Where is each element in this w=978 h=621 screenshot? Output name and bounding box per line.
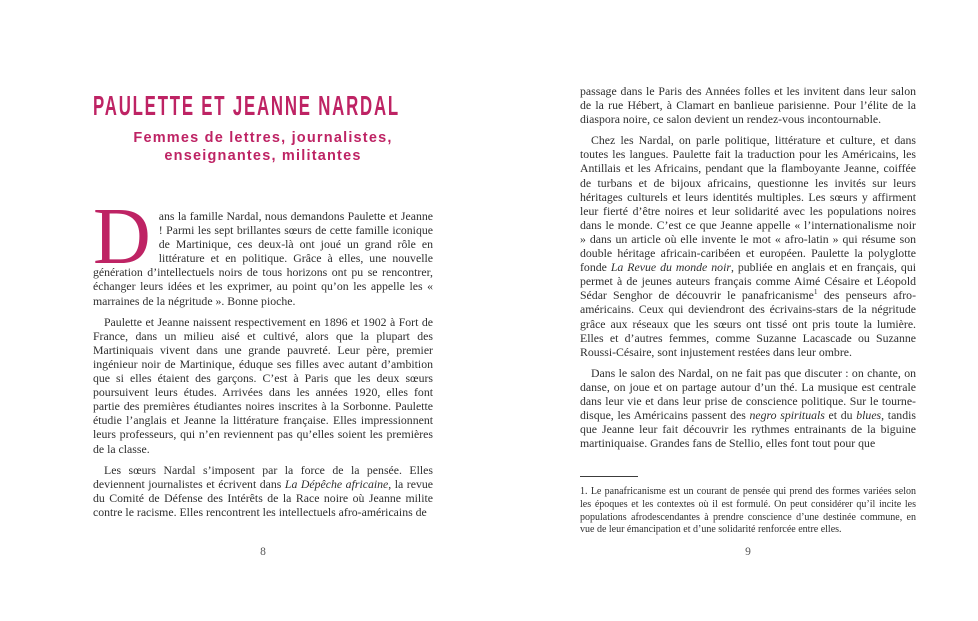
footnote-text: 1. Le panafricanisme est un courant de pensée qui prend des formes variées selon les époques et les contextes où il est formulé. On peut considérer qu’il incite les populations afrodescendantes à prendre conscience d’une destinée commune, en vue de leur émancipation et d’une solidarité renforcée entre elles. bbox=[580, 486, 916, 536]
body-paragraph: Dans le salon des Nardal, on ne fait pas que discuter : on chante, on danse, on joue et on partage autour d’un thé. La musique est centrale dans leur vie et dans leur prise de conscience politique. Sur le tourne-disque, les Américains passent des negro spirituals et du blues, tandis que Jeanne leur fait découvrir les rythmes entrainants de la biguine martiniquaise. Grandes fans de Stellio, elles font tout pour que bbox=[580, 365, 916, 451]
chapter-subtitle-line-2: enseignantes, militantes bbox=[164, 147, 362, 164]
right-page bbox=[580, 84, 916, 614]
left-body-text bbox=[93, 193, 433, 519]
body-paragraph: Paulette et Jeanne naissent respectivement en 1896 et 1902 à Fort de France, dans un milieu aisé et cultivé, alors que la plupart des Martiniquais vivent dans une grande pauvreté. Leur père, premier ingénieur noir de Martinique, éduque ses filles avec autant d’ambition que si elles étaient des garçons. C’est à Paris que les deux sœurs poursuivent leurs études. Arrivées dans les années 1920, elles font partie des premières étudiantes noires inscrites à la Sorbonne. Paulette étudie l’anglais et Jeanne la littérature française. Elles impressionnent leurs professeurs, qui n’en reviennent pas qu’elles soient les premières de la classe. bbox=[93, 314, 433, 456]
page-number-right: 9 bbox=[745, 546, 751, 558]
body-paragraph: Les sœurs Nardal s’imposent par la force de la pensée. Elles deviennent journalistes et écrivent dans La Dépêche africaine, la revue du Comité de Défense des Intérêts de la Race noire où Jeanne milite contre le racisme. Elles rencontrent les intellectuels afro-américains de bbox=[93, 462, 433, 519]
left-page bbox=[93, 92, 433, 612]
paragraph-text: ans la famille Nardal, nous demandons Paulette et Jeanne ! Parmi les sept brillantes sœurs de cette famille iconique de Martinique, ces deux-là ont joué un grand rôle en littérature et en politique. Grâce à elles, une nouvelle génération d’intellectuels noirs de tous horizons ont pu se rencontrer, échanger leurs idées et les exprimer, au point qu’on les appelle les « marraines de la négritude ». Bonne pioche. bbox=[93, 209, 433, 308]
drop-cap: D bbox=[93, 193, 151, 281]
chapter-subtitle-line-1: Femmes de lettres, journalistes, bbox=[133, 130, 393, 146]
chapter-subtitle bbox=[93, 130, 433, 165]
footnote-rule bbox=[580, 476, 638, 477]
body-paragraph: passage dans le Paris des Années folles et les invitent dans leur salon de la rue Hébert, à Clamart en banlieue parisienne. Pour l’élite de la diaspora noire, ce salon devient un rendez-vous incontournable. bbox=[580, 84, 916, 127]
chapter-title: PAULETTE ET JEANNE NARDAL bbox=[93, 90, 400, 121]
page-number-left: 8 bbox=[260, 546, 266, 558]
chapter-header bbox=[93, 92, 433, 165]
footnote-area bbox=[580, 476, 916, 537]
body-paragraph bbox=[93, 193, 433, 308]
body-paragraph: Chez les Nardal, on parle politique, littérature et culture, et dans toutes les langues. Paulette fait la traduction pour les Américains, les Antillais et les Africains, pendant que la flamboyante Jeanne, coiffée de turbans et de bijoux africains, questionne les invités sur leurs héritages culturels et leurs identités multiples. Les sœurs y affirment leur fierté d’être noires et leur solidarité avec les populations noires dans le monde. C’est ce que Jeanne appelle « l’internationalisme noir » dans un article où elle invente le mot « afro-latin » qui résume son double héritage africain-caribéen et européen. Paulette la polyglotte fonde La Revue du monde noir, publiée en anglais et en français, qui permet à de jeunes auteurs français comme Aimé Césaire et Léopold Sédar Senghor de découvrir le panafricanisme$^1$ des penseurs afro-américains. Ceux qui deviendront des écrivains-stars de la négritude grâce aux réseaux que les sœurs ont tissé ont pris toute la lumière. Elles et d’autres femmes, comme Suzanne Lacascade ou Suzanne Roussi-Césaire, sont injustement restées dans leur ombre. bbox=[580, 133, 916, 359]
right-body-text bbox=[580, 84, 916, 450]
